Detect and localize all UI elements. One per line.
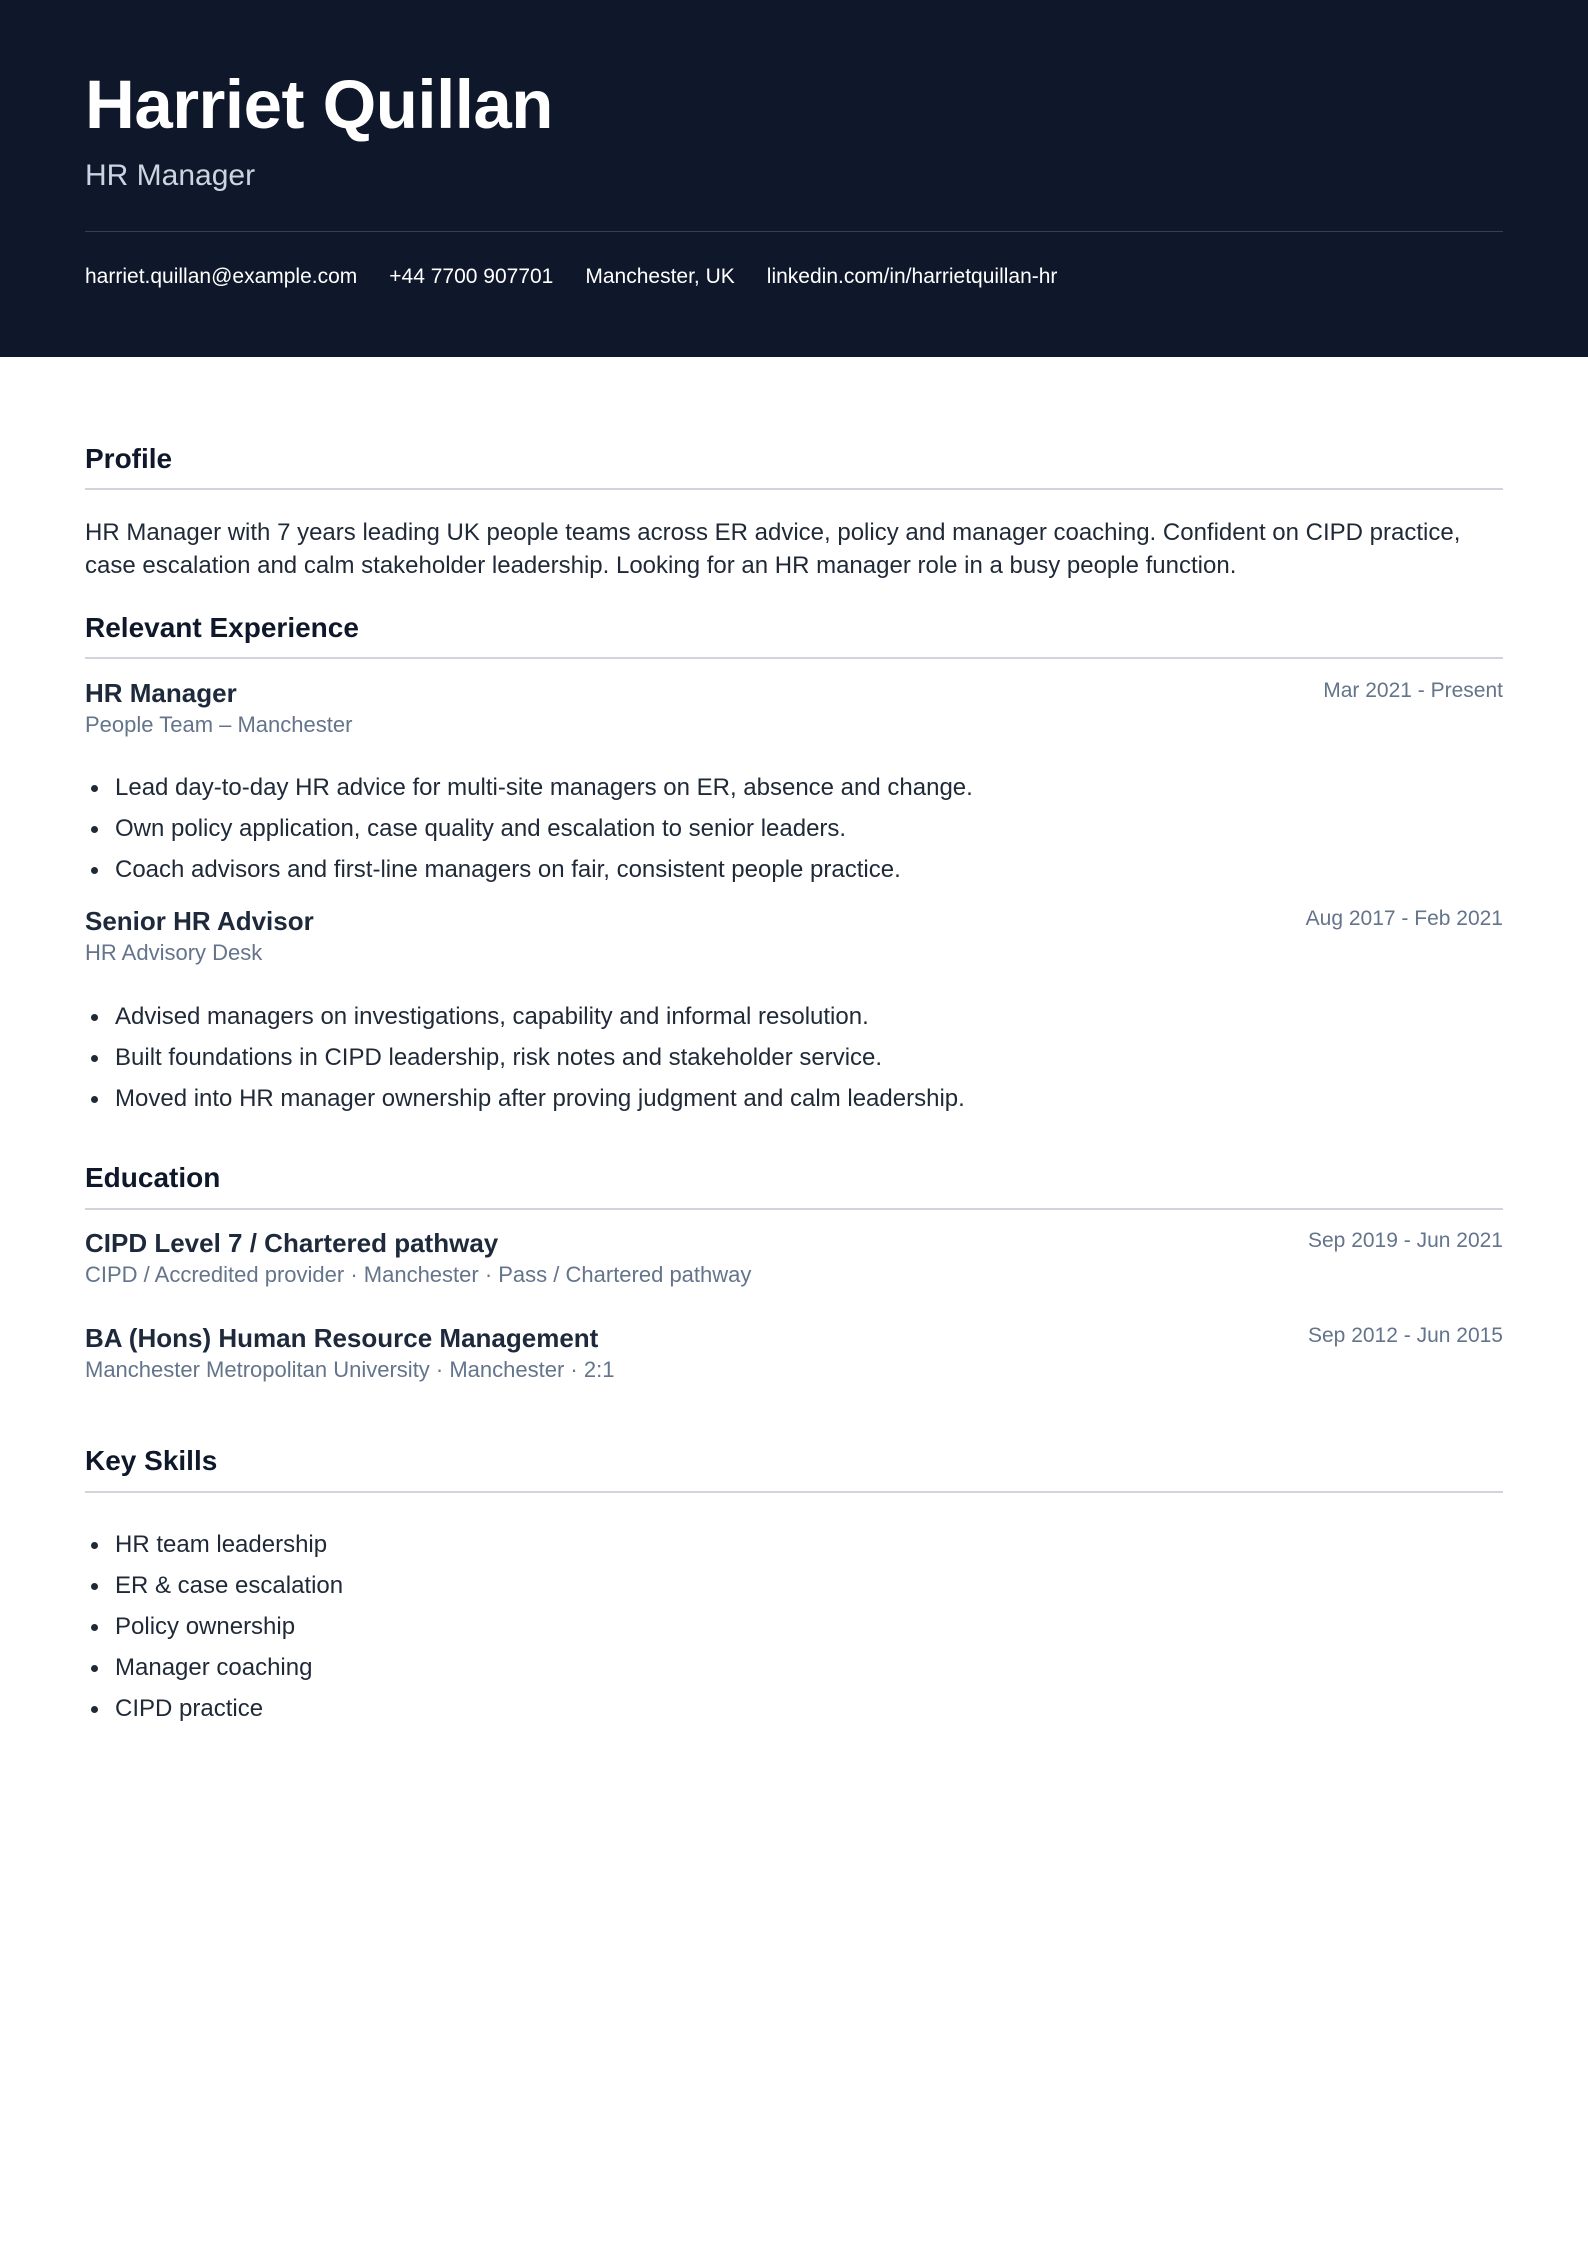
- job-bullets: [85, 1000, 965, 1123]
- section-heading-experience: Relevant Experience: [85, 612, 359, 643]
- list-item: Lead day-to-day HR advice for multi-site managers on ER, absence and change.: [85, 771, 973, 812]
- job-dates: Aug 2017 - Feb 2021: [1305, 907, 1503, 930]
- education-dates: Sep 2019 - Jun 2021: [1308, 1229, 1503, 1252]
- section-heading-profile: Profile: [85, 443, 173, 474]
- education-title: BA (Hons) Human Resource Management: [85, 1323, 599, 1353]
- job-organization: People Team – Manchester: [85, 712, 353, 737]
- job-title: Senior HR Advisor: [85, 906, 314, 936]
- section-heading-skills: Key Skills: [85, 1445, 218, 1476]
- list-item: Moved into HR manager ownership after proving judgment and calm leadership.: [85, 1082, 965, 1123]
- contact-list: [85, 262, 1057, 292]
- contact-location: Manchester, UK: [585, 265, 735, 288]
- list-item: Coach advisors and first-line managers on fair, consistent people practice.: [85, 853, 973, 894]
- header-divider: [85, 231, 1503, 232]
- resume-header: [0, 0, 1588, 357]
- job-title: HR Manager: [85, 678, 237, 708]
- skill-item: Policy ownership: [85, 1610, 343, 1651]
- skill-item: Manager coaching: [85, 1651, 343, 1692]
- section-divider: [85, 1208, 1503, 1210]
- skills-list: [85, 1528, 343, 1733]
- section-heading-education: Education: [85, 1162, 221, 1193]
- contact-email[interactable]: harriet.quillan@example.com: [85, 265, 358, 288]
- job-organization: HR Advisory Desk: [85, 940, 263, 965]
- section-divider: [85, 1491, 1503, 1493]
- candidate-title: HR Manager: [85, 159, 256, 192]
- list-item: Own policy application, case quality and escalation to senior leaders.: [85, 812, 973, 853]
- skill-item: HR team leadership: [85, 1528, 343, 1569]
- job-bullets: [85, 771, 973, 894]
- education-detail: Manchester Metropolitan University · Manchester · 2:1: [85, 1357, 615, 1382]
- education-title: CIPD Level 7 / Chartered pathway: [85, 1228, 499, 1258]
- candidate-name: Harriet Quillan: [85, 66, 553, 143]
- profile-summary: HR Manager with 7 years leading UK people teams across ER advice, policy and manager coaching. Confident on CIPD practice, case escalation and calm stakeholder leadership. Looking for an HR manager role in a busy people function.: [85, 519, 1461, 579]
- education-detail: CIPD / Accredited provider · Manchester · Pass / Chartered pathway: [85, 1262, 752, 1287]
- section-divider: [85, 488, 1503, 490]
- skill-item: CIPD practice: [85, 1692, 343, 1733]
- job-dates: Mar 2021 - Present: [1323, 679, 1503, 702]
- education-dates: Sep 2012 - Jun 2015: [1308, 1324, 1503, 1347]
- contact-linkedin[interactable]: linkedin.com/in/harrietquillan-hr: [766, 265, 1058, 288]
- skill-item: ER & case escalation: [85, 1569, 343, 1610]
- list-item: Built foundations in CIPD leadership, risk notes and stakeholder service.: [85, 1041, 965, 1082]
- contact-phone[interactable]: +44 7700 907701: [389, 265, 554, 288]
- section-divider: [85, 657, 1503, 659]
- list-item: Advised managers on investigations, capability and informal resolution.: [85, 1000, 965, 1041]
